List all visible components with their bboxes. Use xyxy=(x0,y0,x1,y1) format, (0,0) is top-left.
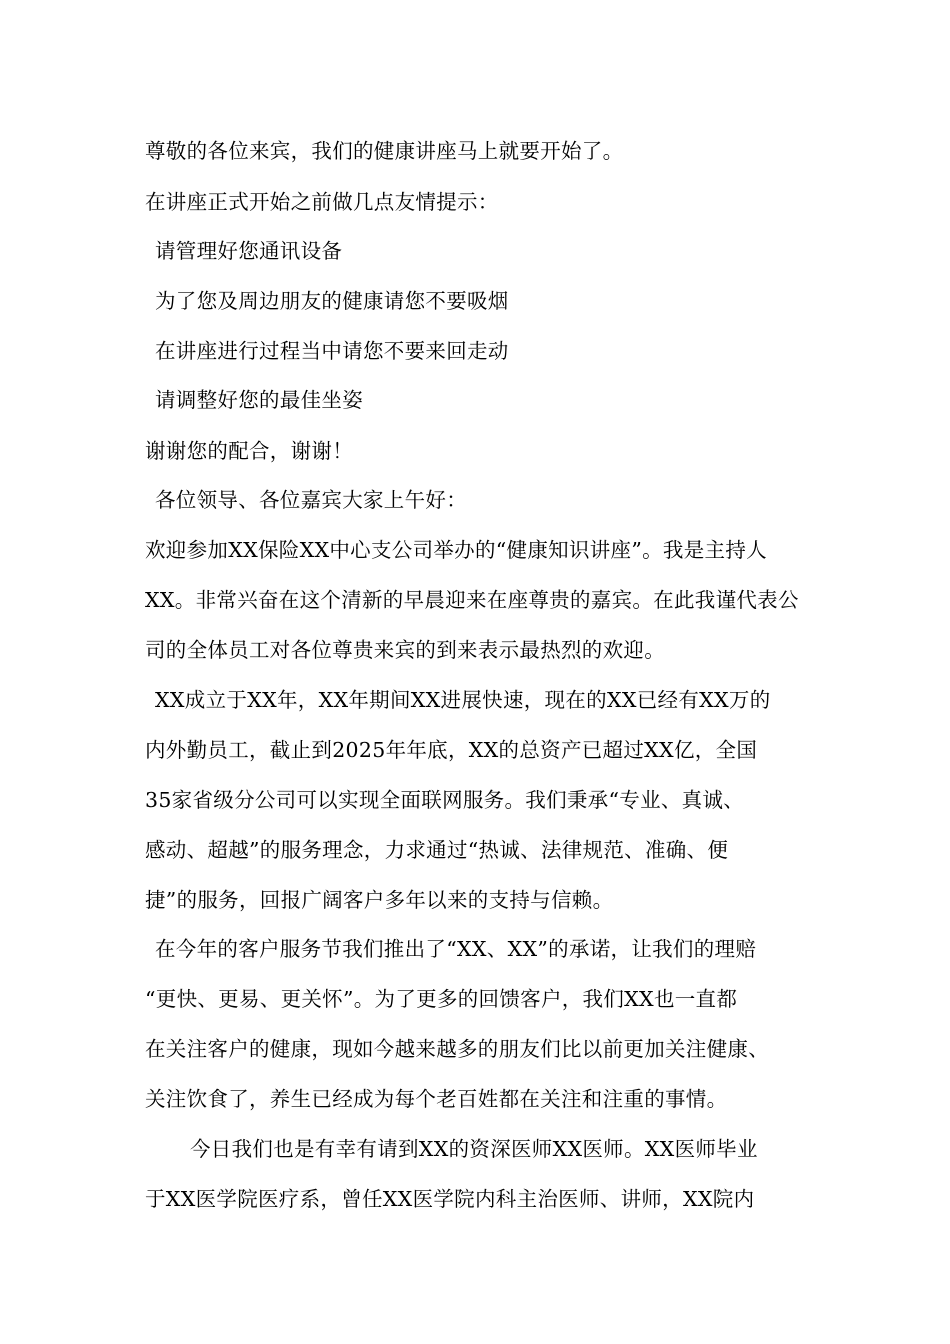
paragraph-line: XX成立于XX年，XX年期间XX进展快速，现在的XX已经有XX万的 xyxy=(155,688,771,712)
reminder-item-1: 请管理好您通讯设备 xyxy=(155,239,343,263)
paragraph-line: 感动、超越”的服务理念，力求通过“热诚、法律规范、准确、便 xyxy=(145,838,729,862)
paragraph-line: 在关注客户的健康，现如今越来越多的朋友们比以前更加关注健康、 xyxy=(145,1037,769,1061)
salutation-line: 各位领导、各位嘉宾大家上午好： xyxy=(155,488,467,512)
paragraph-line: 关注饮食了，养生已经成为每个老百姓都在关注和注重的事情。 xyxy=(145,1087,728,1111)
paragraph-line: 司的全体员工对各位尊贵来宾的到来表示最热烈的欢迎。 xyxy=(145,638,665,662)
paragraph-line: 今日我们也是有幸有请到XX的资深医师XX医师。XX医师毕业 xyxy=(190,1137,758,1161)
thanks-line: 谢谢您的配合，谢谢！ xyxy=(145,439,353,463)
reminder-intro: 在讲座正式开始之前做几点友情提示： xyxy=(145,190,499,214)
reminder-item-3: 在讲座进行过程当中请您不要来回走动 xyxy=(155,339,509,363)
paragraph-line: 捷”的服务，回报广阔客户多年以来的支持与信赖。 xyxy=(145,888,614,912)
reminder-item-4: 请调整好您的最佳坐姿 xyxy=(155,388,363,412)
paragraph-line: 内外勤员工，截止到2025年年底，XX的总资产已超过XX亿，全国 xyxy=(145,738,758,762)
paragraph-line: 35家省级分公司可以实现全面联网服务。我们秉承“专业、真诚、 xyxy=(145,788,745,812)
paragraph-line: 欢迎参加XX保险XX中心支公司举办的“健康知识讲座”。我是主持人 xyxy=(145,538,767,562)
paragraph-line: XX。非常兴奋在这个清新的早晨迎来在座尊贵的嘉宾。在此我谨代表公 xyxy=(145,588,799,612)
paragraph-line: 在今年的客户服务节我们推出了“XX、XX”的承诺，让我们的理赔 xyxy=(155,937,757,961)
paragraph-line: 于XX医学院医疗系，曾任XX医学院内科主治医师、讲师，XX院内 xyxy=(145,1187,755,1211)
paragraph-line: “更快、更易、更关怀”。为了更多的回馈客户，我们XX也一直都 xyxy=(145,987,738,1011)
reminder-item-2: 为了您及周边朋友的健康请您不要吸烟 xyxy=(155,289,509,313)
greeting-line: 尊敬的各位来宾，我们的健康讲座马上就要开始了。 xyxy=(145,139,624,163)
